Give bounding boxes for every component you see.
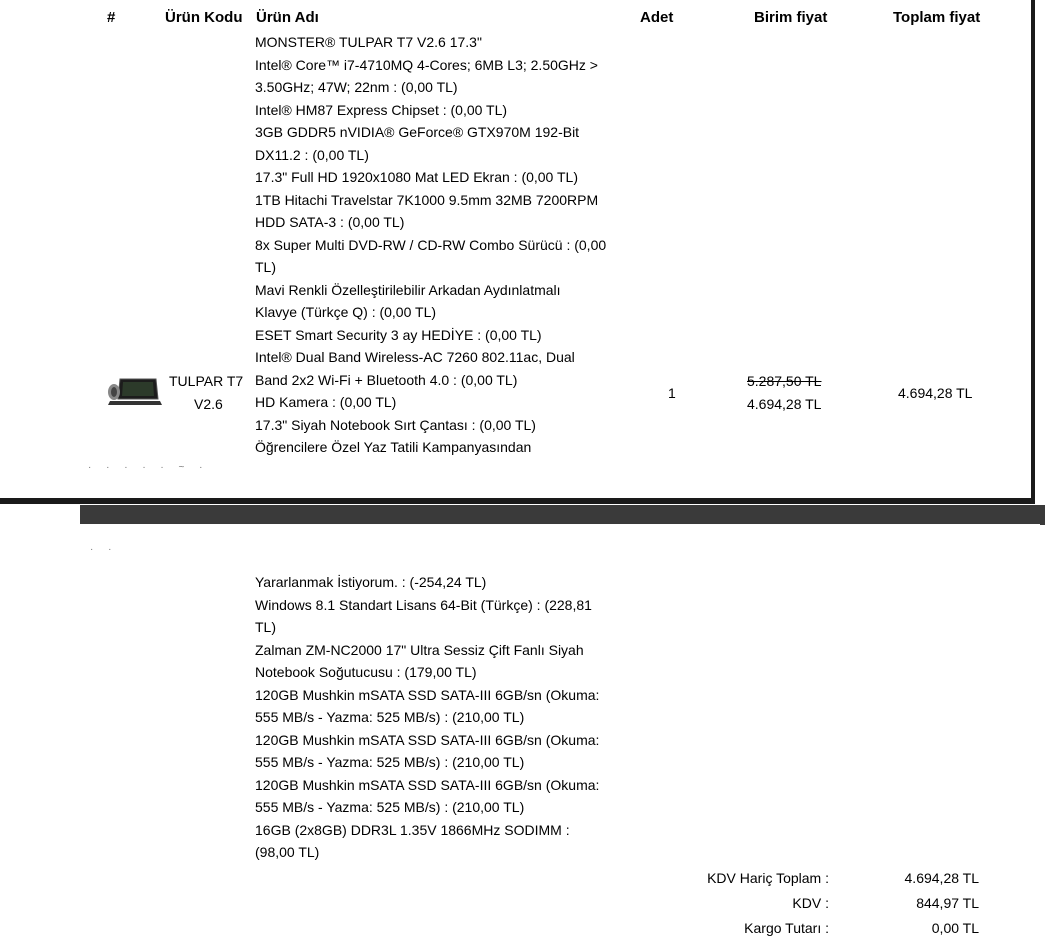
header-index: # (107, 9, 116, 26)
description-line: ESET Smart Security 3 ay HEDİYE : (0,00 TL) (255, 326, 542, 343)
description-line: 3GB GDDR5 nVIDIA® GeForce® GTX970M 192-Bit (255, 124, 580, 140)
description-line: Intel® Core™ i7-4710MQ 4-Cores; 6MB L3; 2.50GHz > (255, 56, 598, 73)
cut-off-text-artifact: · · · · · ~ · (88, 462, 209, 473)
description-line: TL) (255, 619, 276, 635)
description-line: Band 2x2 Wi-Fi + Bluetooth 4.0 : (0,00 TL) (255, 371, 518, 388)
vat-value: 844,97 TL (916, 895, 979, 911)
description-line: MONSTER® TULPAR T7 V2.6 17.3" (255, 34, 482, 50)
description-line: 555 MB/s - Yazma: 525 MB/s) : (210,00 TL) (255, 754, 525, 770)
description-line: 555 MB/s - Yazma: 525 MB/s) : (210,00 TL) (255, 799, 525, 815)
shipping-label: Kargo Tutarı : (744, 920, 829, 936)
description-line: 120GB Mushkin mSATA SSD SATA-III 6GB/sn (Okuma: (255, 776, 600, 793)
description-line: HDD SATA-3 : (0,00 TL) (255, 214, 405, 230)
subtotal-value: 4.694,28 TL (904, 870, 979, 886)
product-code-line2: V2.6 (194, 396, 223, 412)
page-tear-shadow (80, 505, 1045, 525)
header-product-code: Ürün Kodu (165, 9, 243, 26)
product-code-line1: TULPAR T7 (169, 373, 244, 389)
unit-price-new: 4.694,28 TL (747, 396, 822, 412)
description-line: 555 MB/s - Yazma: 525 MB/s) : (210,00 TL) (255, 709, 525, 725)
description-line: Windows 8.1 Standart Lisans 64-Bit (Türkçe) : (228,81 (255, 596, 592, 613)
description-line: 17.3" Full HD 1920x1080 Mat LED Ekran : (0,00 TL) (255, 169, 578, 185)
header-quantity: Adet (640, 9, 674, 26)
description-line: Notebook Soğutucusu : (179,00 TL) (255, 664, 477, 680)
subtotal-label: KDV Hariç Toplam : (707, 870, 829, 886)
product-description-continued (255, 571, 645, 864)
description-line: 16GB (2x8GB) DDR3L 1.35V 1866MHz SODIMM : (255, 821, 570, 838)
description-line: 120GB Mushkin mSATA SSD SATA-III 6GB/sn (Okuma: (255, 686, 600, 703)
description-line: Mavi Renkli Özelleştirilebilir Arkadan Aydınlatmalı (255, 281, 561, 298)
description-line: 8x Super Multi DVD-RW / CD-RW Combo Sürücü : (0,00 (255, 236, 607, 253)
description-line: Intel® Dual Band Wireless-AC 7260 802.11ac, Dual (255, 349, 575, 365)
header-unit-price: Birim fiyat (754, 9, 828, 26)
description-line: (98,00 TL) (255, 844, 320, 860)
description-line: 120GB Mushkin mSATA SSD SATA-III 6GB/sn (Okuma: (255, 731, 600, 748)
description-line: Öğrencilere Özel Yaz Tatili Kampanyasından (255, 439, 532, 455)
total-price-value: 4.694,28 TL (898, 385, 973, 401)
description-line: Zalman ZM-NC2000 17" Ultra Sessiz Çift Fanlı Siyah (255, 641, 584, 658)
invoice-page-2 (0, 524, 1040, 942)
header-total-price: Toplam fiyat (893, 9, 981, 26)
description-line: Yararlanmak İstiyorum. : (-254,24 TL) (255, 574, 487, 590)
quantity-value: 1 (668, 385, 676, 401)
shipping-value: 0,00 TL (931, 920, 979, 936)
description-line: 3.50GHz; 47W; 22nm : (0,00 TL) (255, 79, 458, 95)
description-line: 1TB Hitachi Travelstar 7K1000 9.5mm 32MB 7200RPM (255, 191, 599, 208)
header-product-name: Ürün Adı (256, 9, 319, 26)
description-line: Intel® HM87 Express Chipset : (0,00 TL) (255, 101, 508, 118)
description-line: DX11.2 : (0,00 TL) (255, 146, 369, 163)
description-line: TL) (255, 259, 276, 275)
cut-off-text-artifact-2: · · (90, 544, 118, 555)
product-description (255, 31, 645, 459)
description-line: HD Kamera : (0,00 TL) (255, 394, 397, 410)
laptop-icon (106, 377, 162, 407)
vat-label: KDV : (792, 895, 829, 911)
description-line: Klavye (Türkçe Q) : (0,00 TL) (255, 304, 437, 320)
unit-price-old: 5.287,50 TL (747, 373, 822, 389)
description-line: 17.3" Siyah Notebook Sırt Çantası : (0,00 TL) (255, 416, 536, 433)
